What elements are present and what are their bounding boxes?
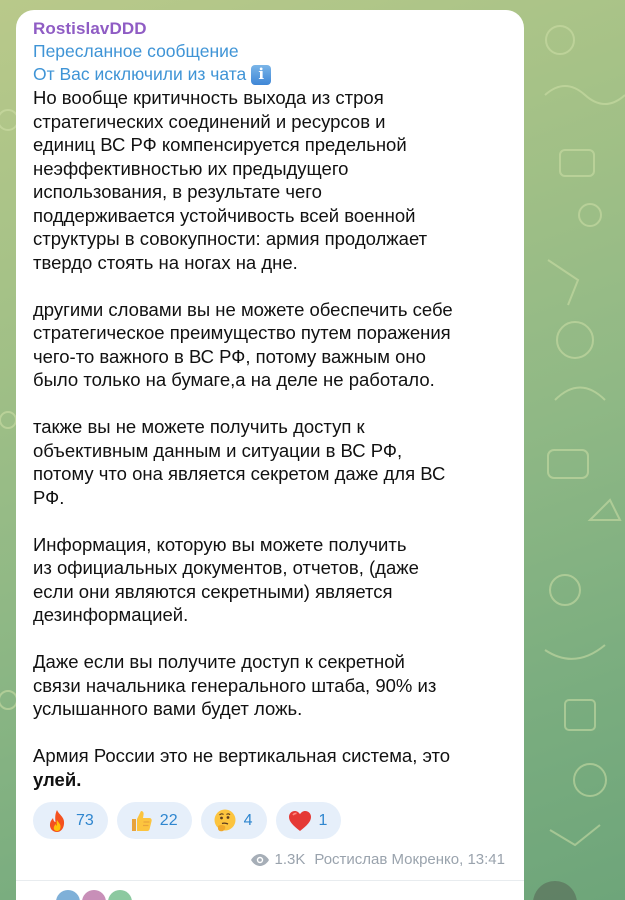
reaction-thumbs-up[interactable] <box>117 802 192 839</box>
reaction-count: 1 <box>318 811 328 829</box>
avatar <box>56 890 80 900</box>
reaction-heart[interactable] <box>276 802 342 839</box>
message-paragraph: также вы не можете получить доступ к объективным данным и ситуации в ВС РФ, потому что она является секретом даже для ВС РФ. <box>33 416 446 508</box>
sender-name[interactable]: RostislavDDD <box>33 19 147 38</box>
views-count: 1.3K <box>274 851 306 868</box>
message-paragraph: Даже если вы получите доступ к секретной связи начальника генерального штаба, 90% из услышанного вами будет ложь. <box>33 651 437 719</box>
thumbs-up-emoji-icon <box>128 808 154 834</box>
message-meta <box>33 851 508 868</box>
thinking-emoji-icon <box>212 808 238 834</box>
eye-icon <box>250 853 270 867</box>
message-paragraph: другими словами вы не можете обеспечить себе стратегическое преимущество путем поражения чего-то важного в ВС РФ, потому важным оно было только на бумаге,а на деле не работало. <box>33 298 453 390</box>
comments-divider <box>16 880 524 881</box>
message-paragraph-last <box>33 744 508 791</box>
forwarded-source-name[interactable]: От Вас исключили из чата <box>33 64 247 84</box>
last-paragraph-bold: улей. <box>33 768 82 790</box>
forwarded-label: Пересланное сообщение <box>33 41 239 61</box>
message-bubble[interactable] <box>16 10 524 900</box>
reaction-thinking[interactable] <box>201 802 267 839</box>
author-signature-time: Ростислав Мокренко, 13:41 <box>314 851 505 868</box>
message-text <box>33 86 508 791</box>
message-paragraph: Но вообще критичность выхода из строя стратегических соединений и ресурсов и единиц ВС РФ компенсируется предельной неэффективностью их предыдущего использования, в результате чего поддерживается устойчивость всей военной структуры в совокупности: армия продолжает твердо стоять на ногах на дне. <box>33 87 428 273</box>
scroll-down-button[interactable] <box>533 881 577 900</box>
forwarded-source[interactable] <box>33 63 508 86</box>
message-paragraph: Информация, которую вы можете получить из официальных документов, отчетов, (даже если они являются секретными) является дезинформацией. <box>33 533 419 625</box>
reaction-count: 4 <box>243 811 253 829</box>
last-paragraph-text: Армия России это не вертикальная система, это <box>33 745 451 766</box>
info-icon: i <box>251 65 271 85</box>
reaction-fire[interactable] <box>33 802 108 839</box>
comment-avatars[interactable] <box>56 890 132 900</box>
fire-emoji-icon <box>44 808 70 834</box>
reaction-count: 22 <box>159 811 178 829</box>
reactions-bar <box>33 802 508 839</box>
heart-emoji-icon <box>287 808 313 834</box>
avatar <box>108 890 132 900</box>
avatar <box>82 890 106 900</box>
reaction-count: 73 <box>76 811 94 829</box>
